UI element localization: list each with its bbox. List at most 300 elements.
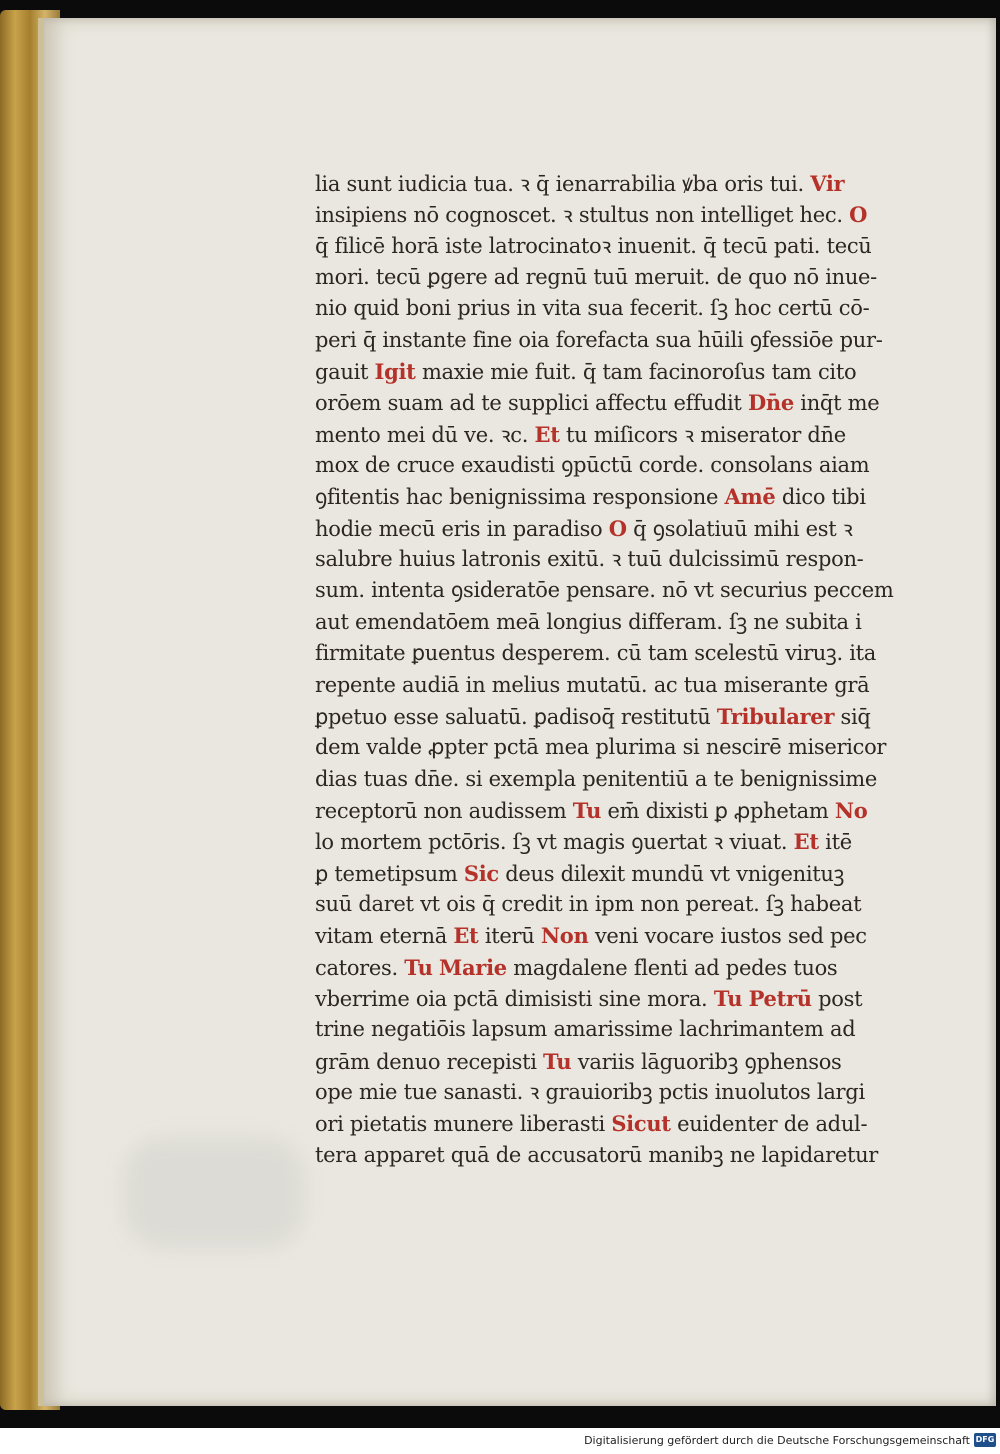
- word: dem: [315, 735, 360, 760]
- word: pctā: [493, 735, 539, 760]
- word: ꝑpetuo: [315, 704, 388, 729]
- word: hac: [405, 485, 443, 510]
- word: ꝓphetam: [734, 798, 829, 823]
- word: lapidaretur: [761, 1142, 879, 1167]
- word: fine: [472, 327, 512, 352]
- word: pur-: [839, 327, 883, 352]
- word: intenta: [371, 578, 445, 603]
- word: benignissima: [449, 485, 587, 510]
- word: ꝑadisoq̄: [533, 704, 615, 729]
- word: i: [855, 609, 862, 634]
- word: aut: [315, 609, 349, 634]
- text-line: [315, 544, 975, 575]
- word: filicē: [334, 233, 385, 258]
- text-line: [315, 231, 975, 262]
- word: recepisti: [446, 1049, 537, 1074]
- word: q̄: [633, 516, 647, 541]
- word: ad: [449, 391, 475, 416]
- word: boni: [405, 296, 451, 321]
- word: tuas: [363, 766, 408, 791]
- rubric-word: Tu: [713, 985, 743, 1011]
- word: ſꝫ: [729, 609, 747, 634]
- word: q̄: [315, 233, 329, 258]
- word: quid: [353, 296, 400, 321]
- word: mundū: [631, 861, 704, 886]
- word: scelestū: [694, 641, 779, 666]
- word: tuū: [593, 265, 629, 290]
- word: q̄: [362, 327, 376, 352]
- word: ꝟba: [682, 172, 718, 196]
- word: differam.: [628, 609, 723, 634]
- rubric-word: O: [849, 202, 868, 228]
- word: veni: [594, 924, 639, 949]
- word: lia: [315, 172, 341, 196]
- word: tera: [315, 1142, 358, 1167]
- word: hec.: [799, 203, 843, 228]
- rubric-word: Igit: [374, 359, 416, 385]
- word: pctōris.: [428, 830, 507, 855]
- text-line: [315, 764, 975, 795]
- word: corde.: [638, 453, 704, 478]
- word: dulcissimū: [668, 547, 780, 572]
- word: ꝯfitentis: [315, 485, 400, 510]
- word: mecū: [378, 516, 436, 541]
- word: nō: [793, 265, 819, 290]
- word: securius: [720, 578, 808, 603]
- word: tua.: [473, 172, 514, 196]
- word: mora.: [647, 986, 708, 1011]
- word: suū: [315, 891, 352, 916]
- word: ꝛ: [842, 516, 853, 541]
- word: sanasti.: [443, 1079, 524, 1104]
- word: ve.: [464, 422, 495, 447]
- word: repente: [315, 672, 396, 697]
- word: eternā: [379, 924, 447, 949]
- word: esse: [393, 704, 439, 729]
- word: longius: [546, 609, 622, 634]
- word: manibꝫ: [648, 1142, 724, 1167]
- word: tu: [566, 422, 588, 447]
- word: melius: [491, 672, 560, 697]
- word: peccem: [813, 578, 894, 603]
- word: q̄: [481, 891, 495, 916]
- word: post: [818, 986, 863, 1011]
- rubric-word: Tu: [543, 1048, 572, 1074]
- word: salubre: [315, 547, 393, 572]
- word: desperem.: [501, 641, 611, 666]
- word: nō: [661, 578, 688, 603]
- word: pati.: [773, 233, 821, 258]
- word: dimisisti: [504, 986, 593, 1011]
- word: iudicia: [397, 172, 468, 196]
- word: siq̄: [840, 704, 871, 729]
- word: in: [516, 296, 537, 321]
- word: vnigenituꝫ: [736, 861, 845, 886]
- word: ꝯsideratōe: [450, 578, 560, 603]
- word: effudit: [673, 391, 742, 416]
- word: maxie: [421, 360, 484, 385]
- word: temetipsum: [334, 861, 458, 886]
- word: exitū.: [547, 547, 605, 572]
- word: inuolutos: [714, 1079, 811, 1104]
- word: sum.: [315, 578, 365, 603]
- word: inue-: [825, 265, 877, 290]
- rubric-word: Dn̄e: [747, 390, 794, 416]
- word: q̄: [703, 233, 717, 258]
- rubric-word: Vir: [810, 171, 845, 196]
- text-line: [315, 607, 975, 638]
- word: ad: [829, 1017, 856, 1042]
- word: mea: [545, 735, 589, 760]
- word: cū: [616, 641, 642, 666]
- word: de: [716, 265, 742, 290]
- rubric-word: Non: [540, 923, 589, 949]
- word: ois: [446, 891, 476, 916]
- rubric-word: Tu: [572, 797, 602, 823]
- word: horā: [391, 233, 439, 258]
- word: ſꝫ: [765, 891, 784, 916]
- word: pctā: [453, 986, 499, 1011]
- word: cito: [817, 360, 857, 385]
- word: negatiōis: [371, 1017, 466, 1042]
- word: trine: [315, 1017, 365, 1042]
- text-line: [315, 262, 975, 293]
- word: te: [713, 766, 734, 791]
- text-line: [315, 638, 975, 669]
- word: responsione: [592, 485, 719, 510]
- rubric-word: Et: [453, 923, 479, 949]
- word: saluatū.: [445, 704, 528, 729]
- word: peri: [315, 327, 357, 352]
- word: consolans: [710, 453, 813, 478]
- text-line: [315, 826, 975, 857]
- word: me: [847, 391, 880, 416]
- word: pctis: [658, 1079, 709, 1104]
- word: tecū: [826, 233, 872, 258]
- footer-credit: Digitalisierung gefördert durch die Deutsche Forschungsgemeinschaft: [584, 1434, 970, 1447]
- word: subita: [785, 609, 849, 634]
- text-block: [315, 168, 975, 1171]
- word: de: [364, 453, 391, 478]
- word: oia: [415, 986, 447, 1011]
- word: tam: [602, 360, 643, 385]
- word: intelliget: [700, 203, 794, 228]
- word: orōem: [315, 391, 382, 416]
- word: in: [568, 891, 589, 916]
- word: mihi: [753, 516, 800, 541]
- word: vt: [693, 578, 714, 603]
- word: prius: [457, 296, 511, 321]
- word: vitam: [315, 924, 373, 949]
- word: non: [640, 891, 680, 916]
- text-line: [315, 450, 975, 481]
- word: tua: [683, 672, 718, 697]
- word: non: [655, 203, 695, 228]
- text-line: [315, 356, 975, 387]
- rubric-word: No: [834, 797, 868, 823]
- word: mox: [315, 453, 359, 478]
- word: ꝯsolatiuū: [652, 516, 748, 541]
- word: quo: [748, 265, 787, 290]
- word: si: [465, 766, 483, 791]
- text-line: [315, 168, 975, 199]
- word: euidenter: [677, 1112, 778, 1137]
- rubric-word: Tu: [404, 954, 433, 980]
- word: aiam: [818, 453, 870, 478]
- word: ꝑuentus: [411, 641, 496, 666]
- text-line: [315, 1077, 975, 1108]
- word: benignissime: [740, 766, 877, 791]
- word: firmitate: [315, 641, 406, 666]
- word: vocare: [644, 924, 715, 949]
- word: misericor: [787, 735, 887, 760]
- word: tuū: [627, 547, 662, 572]
- word: magdalene: [513, 955, 628, 980]
- word: mortem: [340, 830, 422, 855]
- word: de: [495, 1142, 522, 1167]
- word: sua: [655, 327, 692, 352]
- word: audissem: [468, 798, 567, 823]
- word: daret: [358, 891, 414, 916]
- word: plurima: [595, 735, 677, 760]
- word: certū: [777, 296, 833, 321]
- word: ꝯfessiōe: [749, 327, 834, 352]
- word: lapsum: [471, 1017, 548, 1042]
- word: eris: [441, 516, 481, 541]
- word: non: [423, 798, 463, 823]
- text-line: [315, 481, 975, 512]
- word: restitutū: [620, 704, 711, 729]
- word: mei: [386, 422, 426, 447]
- word: ꝛc.: [500, 422, 529, 447]
- word: a: [694, 766, 708, 791]
- word: vt: [536, 830, 557, 855]
- word: de: [783, 1112, 810, 1137]
- word: tue: [403, 1079, 438, 1104]
- word: nio: [315, 296, 347, 321]
- text-line: [315, 920, 975, 951]
- word: huius: [398, 547, 456, 572]
- word: ꝛ: [519, 172, 530, 196]
- text-line: [315, 858, 975, 889]
- word: exaudisti: [460, 453, 555, 478]
- word: mento: [315, 422, 381, 447]
- text-line: [315, 889, 975, 920]
- word: ꝯuertat: [631, 830, 707, 855]
- text-line: [315, 732, 975, 763]
- word: viuat.: [729, 830, 788, 855]
- word: facinoroſus: [648, 360, 766, 385]
- word: lachrimantem: [679, 1017, 824, 1042]
- rubric-word: Marie: [439, 954, 507, 980]
- word: latrocinatoꝛ: [488, 233, 612, 258]
- word: sunt: [346, 172, 392, 196]
- word: te: [481, 391, 502, 416]
- word: tecū: [375, 265, 421, 290]
- word: ꝛ: [684, 422, 694, 447]
- text-line: [315, 325, 975, 356]
- word: tibi: [831, 485, 866, 510]
- word: miserator: [700, 422, 802, 447]
- word: nescirē: [705, 735, 782, 760]
- word: dias: [315, 766, 358, 791]
- word: suam: [387, 391, 444, 416]
- word: grām: [315, 1049, 370, 1074]
- word: sua: [587, 296, 624, 321]
- word: tam: [771, 360, 812, 385]
- word: vt: [420, 891, 440, 916]
- word: quā: [450, 1142, 490, 1167]
- word: apparet: [363, 1142, 445, 1167]
- word: iustos: [720, 924, 782, 949]
- word: regnū: [525, 265, 588, 290]
- word: iste: [445, 233, 483, 258]
- word: receptorū: [315, 798, 418, 823]
- word: insipiens: [315, 203, 407, 228]
- word: ꝯphensos: [744, 1049, 842, 1074]
- word: flenti: [633, 955, 688, 980]
- word: latronis: [461, 547, 541, 572]
- rubric-word: Et: [793, 829, 819, 855]
- word: ori: [315, 1112, 344, 1137]
- word: nō: [413, 203, 439, 228]
- word: munere: [433, 1112, 514, 1137]
- text-line: [315, 575, 975, 606]
- word: ſꝫ: [512, 830, 531, 855]
- word: lāguoribꝫ: [641, 1049, 739, 1074]
- book-page: [38, 18, 996, 1406]
- word: affectu: [595, 391, 668, 416]
- word: grauioribꝫ: [545, 1079, 653, 1104]
- dfg-logo: DFG: [974, 1433, 996, 1447]
- word: mori.: [315, 265, 370, 290]
- word: sine: [598, 986, 641, 1011]
- word: fuit.: [534, 360, 577, 385]
- word: oia: [518, 327, 550, 352]
- word: est: [805, 516, 837, 541]
- word: dn̄e.: [414, 766, 459, 791]
- word: stultus: [578, 203, 649, 228]
- word: pedes: [725, 955, 787, 980]
- word: tuos: [793, 955, 838, 980]
- word: largi: [816, 1079, 865, 1104]
- text-line: [315, 293, 975, 324]
- word: miserante: [723, 672, 828, 697]
- word: lo: [315, 830, 334, 855]
- word: pereat.: [685, 891, 760, 916]
- rubric-word: Amē: [724, 484, 776, 510]
- word: tam: [647, 641, 688, 666]
- text-line: [315, 952, 975, 983]
- word: ꝛ: [611, 547, 621, 572]
- word: oris: [724, 172, 764, 196]
- word: vberrime: [315, 986, 410, 1011]
- word: ad: [694, 955, 720, 980]
- word: amarissime: [553, 1017, 673, 1042]
- word: forefacta: [555, 327, 649, 352]
- word: q̄: [536, 172, 550, 196]
- text-line: [315, 199, 975, 230]
- word: vt: [710, 861, 730, 886]
- word: ꝑgere: [427, 265, 488, 290]
- word: respon-: [785, 547, 864, 572]
- word: ſꝫ: [709, 296, 728, 321]
- word: accusatorū: [527, 1142, 642, 1167]
- word: ac: [653, 672, 678, 697]
- word: mutatū.: [566, 672, 648, 697]
- word: q̄: [582, 360, 596, 385]
- rubric-word: Tribularer: [716, 703, 835, 729]
- word: pec: [830, 924, 867, 949]
- word: deus: [505, 861, 555, 886]
- word: ita: [849, 641, 877, 666]
- word: ope: [315, 1079, 353, 1104]
- rubric-word: Et: [534, 421, 560, 447]
- word: si: [682, 735, 700, 760]
- word: iterū: [484, 924, 535, 949]
- rubric-word: Sicut: [611, 1111, 671, 1137]
- word: in: [486, 516, 507, 541]
- word: valde: [366, 735, 422, 760]
- word: variis: [577, 1049, 635, 1074]
- word: ad: [493, 265, 520, 290]
- rubric-word: O: [608, 515, 627, 541]
- word: ꝑ: [714, 798, 728, 823]
- word: tecū: [722, 233, 768, 258]
- rubric-word: Petrū: [748, 985, 812, 1011]
- word: ꝓpter: [428, 735, 488, 760]
- word: em̄: [607, 798, 640, 823]
- word: dico: [781, 485, 826, 510]
- word: paradiso: [512, 516, 603, 541]
- text-line: [315, 795, 975, 826]
- word: adul-: [815, 1112, 868, 1137]
- word: ꝛ: [562, 203, 573, 228]
- footer-bar: [0, 1428, 1000, 1454]
- word: pensare.: [566, 578, 656, 603]
- word: magis: [563, 830, 625, 855]
- word: cruce: [396, 453, 455, 478]
- text-line: [315, 1108, 975, 1139]
- word: ne: [729, 1142, 756, 1167]
- text-line: [315, 387, 975, 418]
- word: hūili: [697, 327, 744, 352]
- word: mie: [359, 1079, 398, 1104]
- word: credit: [501, 891, 563, 916]
- word: emendatōem: [354, 609, 490, 634]
- word: penitentiū: [582, 766, 689, 791]
- text-line: [315, 670, 975, 701]
- word: audiā: [402, 672, 460, 697]
- word: meruit.: [634, 265, 711, 290]
- word: itē: [825, 830, 852, 855]
- word: catores.: [315, 955, 398, 980]
- rubric-word: Sic: [463, 860, 499, 886]
- text-line: [315, 1140, 975, 1171]
- word: hodie: [315, 516, 373, 541]
- word: tui.: [769, 172, 804, 196]
- text-line: [315, 1046, 975, 1077]
- word: dn̄e: [807, 422, 846, 447]
- word: hoc: [734, 296, 772, 321]
- text-line: [315, 983, 975, 1014]
- word: sed: [787, 924, 824, 949]
- word: dixisti: [645, 798, 709, 823]
- word: inq̄t: [800, 391, 842, 416]
- word: ꝑ: [315, 861, 329, 886]
- word: viruꝫ.: [785, 641, 843, 666]
- word: vita: [542, 296, 582, 321]
